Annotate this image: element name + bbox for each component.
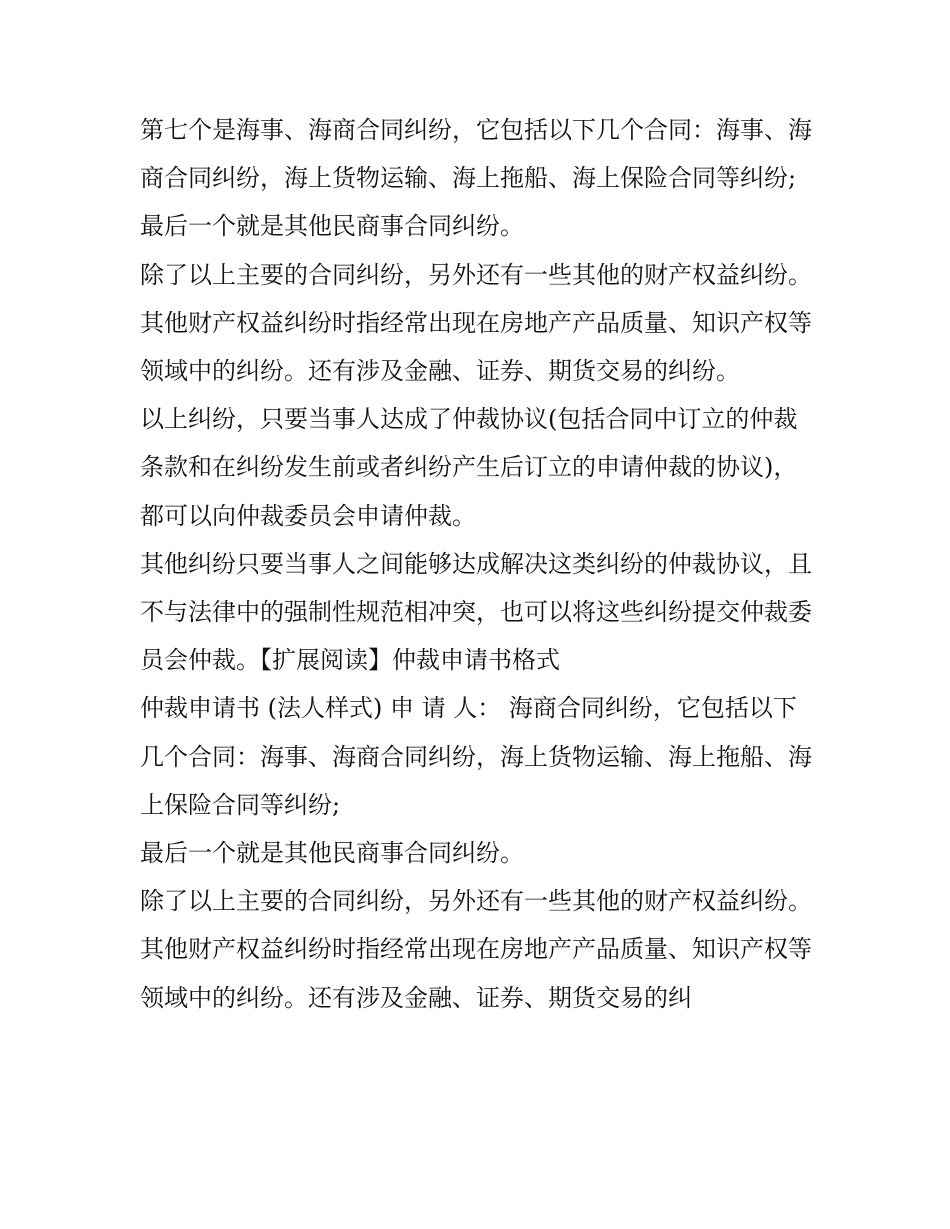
paragraph-property-disputes: 除了以上主要的合同纠纷，另外还有一些其他的财产权益纠纷。其他财产权益纠纷时指经常出现在房地产产品质量、知识产权等领域中的纠纷。还有涉及金融、证券、期货交易的纠纷。 — [140, 260, 812, 386]
paragraph-arbitration-agreement: 以上纠纷，只要当事人达成了仲裁协议(包括合同中订立的仲裁条款和在纠纷发生前或者纠纷产生后订立的申请仲裁的协议)，都可以向仲裁委员会申请仲裁。 — [140, 405, 798, 530]
paragraph-application-format: 仲裁申请书 (法人样式) 申 请 人： 海商合同纠纷，它包括以下几个合同：海事、海商合同纠纷，海上货物运输、海上拖船、海上保险合同等纠纷; — [140, 694, 812, 819]
paragraph-maritime-disputes: 第七个是海事、海商合同纠纷，它包括以下几个合同：海事、海商合同纠纷，海上货物运输、海上拖船、海上保险合同等纠纷; 最后一个就是其他民商事合同纠纷。 — [140, 116, 812, 241]
document-body — [140, 106, 820, 1022]
paragraph-property-disputes-repeat: 除了以上主要的合同纠纷，另外还有一些其他的财产权益纠纷。其他财产权益纠纷时指经常出现在房地产产品质量、知识产权等领域中的纠纷。还有涉及金融、证券、期货交易的纠 — [140, 887, 812, 1012]
paragraph-other-disputes: 其他纠纷只要当事人之间能够达成解决这类纠纷的仲裁协议，且不与法律中的强制性规范相冲突，也可以将这些纠纷提交仲裁委员会仲裁。【扩展阅读】仲裁申请书格式 — [140, 549, 812, 675]
paragraph-other-civil-disputes: 最后一个就是其他民商事合同纠纷。 — [140, 839, 524, 868]
